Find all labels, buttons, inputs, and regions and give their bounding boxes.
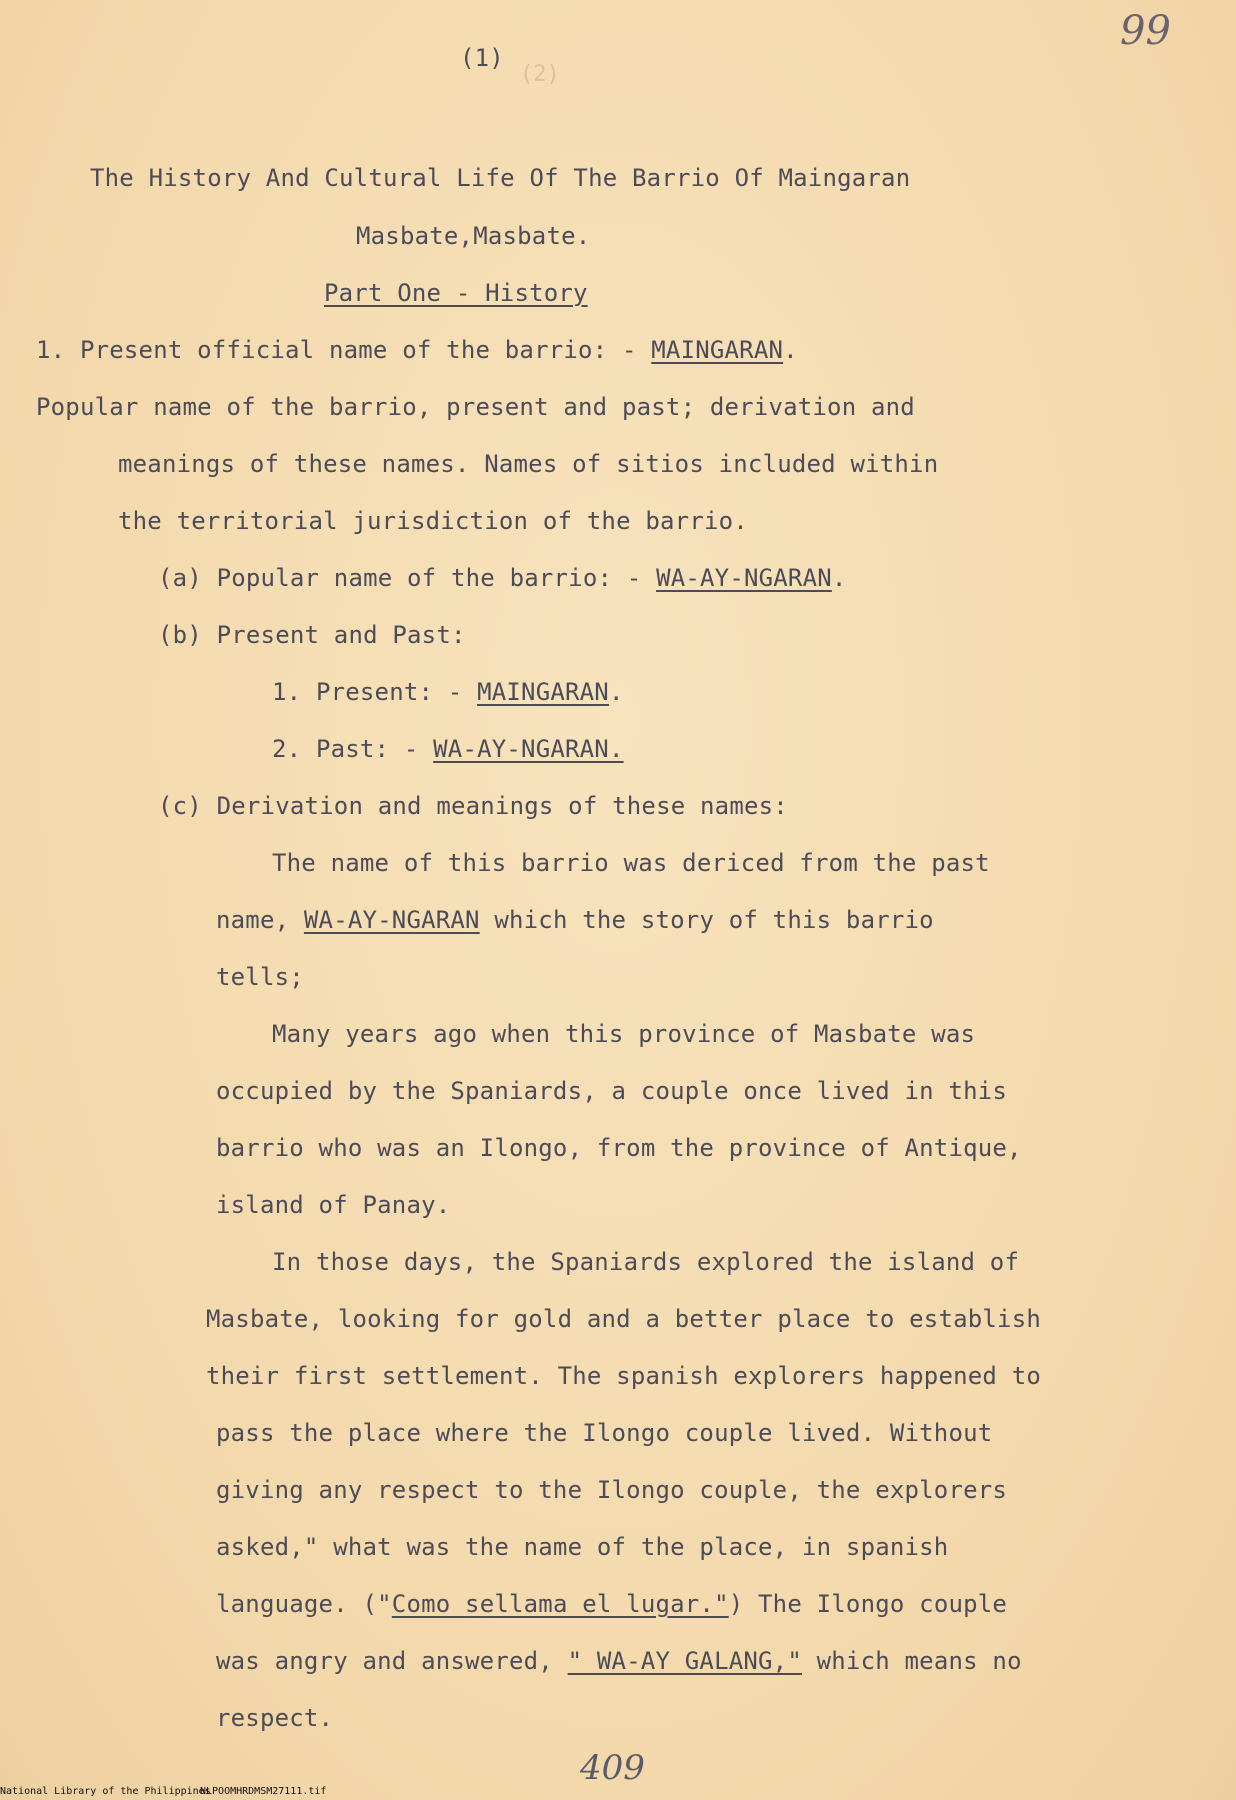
answer-a-label: (a) Popular name of the barrio: - bbox=[158, 564, 657, 592]
answer-b-past-value: WA-AY-NGARAN. bbox=[433, 735, 624, 763]
handwritten-folio-number: 409 bbox=[580, 1748, 645, 1788]
answer-c-label: (c) Derivation and meanings of these names: bbox=[158, 792, 788, 820]
story-p2-line-8-start: was angry and answered, bbox=[216, 1647, 568, 1675]
answer-b-present-value: MAINGARAN bbox=[477, 678, 609, 706]
story-p2-line-1: In those days, the Spaniards explored the island of bbox=[272, 1248, 1020, 1276]
answer-b-present bbox=[272, 678, 624, 706]
derivation-line-2 bbox=[216, 906, 934, 934]
story-p2-line-8 bbox=[216, 1647, 1022, 1675]
story-p1-line-2: occupied by the Spaniards, a couple once lived in this bbox=[216, 1077, 1008, 1105]
question-line-3: the territorial jurisdiction of the barrio. bbox=[118, 507, 748, 535]
answer-b-present-period: . bbox=[608, 678, 624, 706]
answer-a-value: WA-AY-NGARAN bbox=[656, 564, 832, 592]
part-heading: Part One - History bbox=[324, 279, 588, 307]
answer-a-period: . bbox=[831, 564, 847, 592]
story-p1-line-1: Many years ago when this province of Masbate was bbox=[272, 1020, 976, 1048]
answer-b-present-label: 1. Present: - bbox=[272, 678, 478, 706]
derivation-line-2-end: which the story of this barrio bbox=[479, 906, 934, 934]
story-p2-line-2: Masbate, looking for gold and a better place to establish bbox=[206, 1305, 1042, 1333]
story-p2-line-3: their first settlement. The spanish explorers happened to bbox=[206, 1362, 1042, 1390]
story-p2-line-5: giving any respect to the Ilongo couple, the explorers bbox=[216, 1476, 1008, 1504]
story-p2-line-7-start: language. (" bbox=[216, 1590, 392, 1618]
derivation-line-1: The name of this barrio was dericed from the past bbox=[272, 849, 990, 877]
answer-b-label: (b) Present and Past: bbox=[158, 621, 466, 649]
document-title: The History And Cultural Life Of The Barrio Of Maingaran bbox=[90, 164, 911, 192]
story-p2-line-9: respect. bbox=[216, 1704, 334, 1732]
answer-b-past bbox=[272, 735, 624, 763]
footer-file-name: NLPOOMHRDMSM27111.tif bbox=[200, 1786, 327, 1797]
story-p1-line-3: barrio who was an Ilongo, from the province of Antique, bbox=[216, 1134, 1022, 1162]
story-p2-line-7 bbox=[216, 1590, 1007, 1618]
derivation-line-3: tells; bbox=[216, 963, 304, 991]
footer-library-name: National Library of the Philippines bbox=[0, 1786, 211, 1797]
item-1-value: MAINGARAN bbox=[651, 336, 784, 364]
bleed-through-text: (2) bbox=[520, 62, 560, 87]
typed-page-number: (1) bbox=[460, 44, 504, 72]
story-p2-line-6: asked," what was the name of the place, in spanish bbox=[216, 1533, 949, 1561]
document-subtitle: Masbate,Masbate. bbox=[356, 222, 591, 250]
item-1-label: 1. Present official name of the barrio: - bbox=[36, 336, 652, 364]
stamped-page-number: 99 bbox=[1120, 8, 1171, 54]
answer-b-past-label: 2. Past: - bbox=[272, 735, 434, 763]
spanish-question: Como sellama el lugar." bbox=[391, 1590, 729, 1618]
question-line-2: meanings of these names. Names of sitios included within bbox=[118, 450, 939, 478]
answer-a bbox=[158, 564, 847, 592]
story-p2-line-8-end: which means no bbox=[801, 1647, 1022, 1675]
item-1-official-name bbox=[36, 336, 798, 364]
ilongo-answer: " WA-AY GALANG," bbox=[567, 1647, 802, 1675]
question-line-1: Popular name of the barrio, present and past; derivation and bbox=[36, 393, 915, 421]
item-1-period: . bbox=[783, 336, 798, 364]
story-p1-line-4: island of Panay. bbox=[216, 1191, 451, 1219]
derivation-line-2-name: WA-AY-NGARAN bbox=[303, 906, 480, 934]
story-p2-line-7-end: ) The Ilongo couple bbox=[728, 1590, 1008, 1618]
derivation-line-2-start: name, bbox=[216, 906, 304, 934]
story-p2-line-4: pass the place where the Ilongo couple lived. Without bbox=[216, 1419, 993, 1447]
